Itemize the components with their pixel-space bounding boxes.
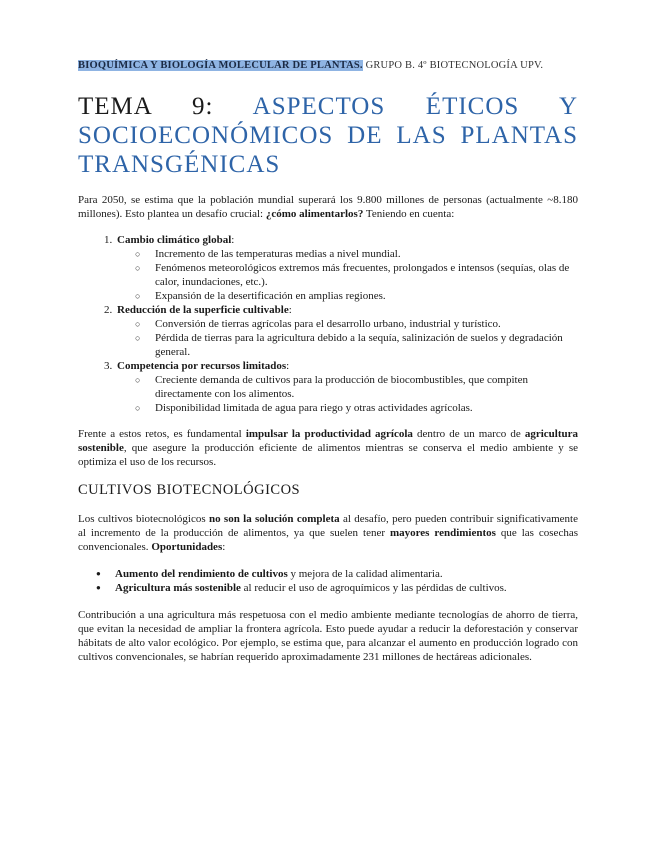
opportunity-text: al reducir el uso de agroquímicos y las pérdidas de cultivos. <box>240 582 507 594</box>
para3-text-3: que las cosechas convencionales. <box>78 527 578 553</box>
intro-text-1: Para 2050, se estima que la población mundial superará los 9.800 millones de personas (actualmente ~8.180 millones). Esto plantea un desafío crucial: <box>78 194 578 220</box>
list-item: ○ Incremento de las temperaturas medias a nivel mundial. <box>155 247 578 261</box>
para2-bold-2: agricultura sostenible <box>78 428 579 454</box>
intro-question: ¿cómo alimentarlos? <box>265 208 364 220</box>
challenge-suffix: : <box>286 360 290 372</box>
opportunity-text: y mejora de la calidad alimentaria. <box>287 568 443 580</box>
page-title <box>78 92 578 179</box>
header-group: GRUPO B. 4º BIOTECNOLOGÍA UPV. <box>362 60 544 71</box>
opportunity-title: Agricultura más sostenible <box>115 582 241 594</box>
challenge-item <box>115 359 578 415</box>
opportunity-title: Aumento del rendimiento de cultivos <box>115 568 288 580</box>
para3-text-1: Los cultivos biotecnológicos <box>78 513 209 525</box>
page-header <box>78 60 543 71</box>
challenge-subitems <box>117 373 578 415</box>
para2-text-1: Frente a estos retos, es fundamental <box>78 428 246 440</box>
document-body <box>78 193 578 664</box>
sustainability-paragraph <box>78 427 578 469</box>
list-item: ○ Expansión de la desertificación en amplias regiones. <box>155 289 578 303</box>
title-number: TEMA 9: <box>78 93 253 120</box>
para3-text-2: al desafío, pero pueden contribuir significativamente al incremento de la producción de alimentos, ya que suelen tener <box>78 513 578 539</box>
biotech-paragraph <box>78 512 578 554</box>
para3-bold-1: no son la solución completa <box>208 513 340 525</box>
list-item: ○ Creciente demanda de cultivos para la producción de biocombustibles, que compiten directamente con los alimentos. <box>155 373 578 401</box>
list-item: ○ Conversión de tierras agrícolas para el desarrollo urbano, industrial y turístico. <box>155 317 578 331</box>
challenge-item <box>115 303 578 359</box>
para3-bold-2: mayores rendimientos <box>389 527 496 539</box>
opportunity-item <box>115 581 578 595</box>
header-course-highlight: BIOQUÍMICA Y BIOLOGÍA MOLECULAR DE PLANTAS. <box>78 60 363 71</box>
para3-bold-3: Oportunidades <box>151 541 223 553</box>
opportunities-list <box>78 567 578 595</box>
para2-text-3: , que asegure la producción eficiente de alimentos mientras se conserva el medio ambiente y se optimiza el uso de los recursos. <box>78 442 578 468</box>
title-text: ASPECTOS ÉTICOS Y SOCIOECONÓMICOS DE LAS PLANTAS TRANSGÉNICAS <box>78 93 579 178</box>
challenges-list <box>78 233 578 415</box>
challenge-suffix: : <box>231 234 235 246</box>
list-item: ○ Pérdida de tierras para la agricultura debido a la sequía, salinización de suelos y degradación general. <box>155 331 578 359</box>
challenge-subitems <box>117 247 578 303</box>
challenge-item <box>115 233 578 303</box>
intro-paragraph <box>78 193 578 221</box>
section-heading: CULTIVOS BIOTECNOLÓGICOS <box>78 482 301 498</box>
para2-bold-1: impulsar la productividad agrícola <box>245 428 413 440</box>
challenge-title: Competencia por recursos limitados <box>117 360 287 372</box>
contribution-paragraph: Contribución a una agricultura más respetuosa con el medio ambiente mediante tecnologías de ahorro de tierra, que evitan la necesidad de ampliar la frontera agrícola. Esto puede ayudar a reducir la deforestación y conservar hábitats de alto valor ecológico. Por ejemplo, se estima que, para alcanzar el aumento en producción logrado con cultivos convencionales, se habrían requerido aproximadamente 231 millones de hectáreas adicionales. <box>78 609 578 663</box>
challenge-title: Reducción de la superficie cultivable <box>117 304 289 316</box>
challenge-suffix: : <box>288 304 292 316</box>
intro-text-2: Teniendo en cuenta: <box>363 208 455 220</box>
list-item: ○ Fenómenos meteorológicos extremos más frecuentes, prolongados e intensos (sequías, olas de calor, inundaciones, etc.). <box>155 261 578 289</box>
para3-text-4: : <box>222 541 226 553</box>
para2-text-2: dentro de un marco de <box>412 428 525 440</box>
opportunity-item <box>115 567 578 581</box>
challenge-title: Cambio climático global <box>117 234 232 246</box>
list-item: ○ Disponibilidad limitada de agua para riego y otras actividades agrícolas. <box>155 401 578 415</box>
challenge-subitems <box>117 317 578 359</box>
